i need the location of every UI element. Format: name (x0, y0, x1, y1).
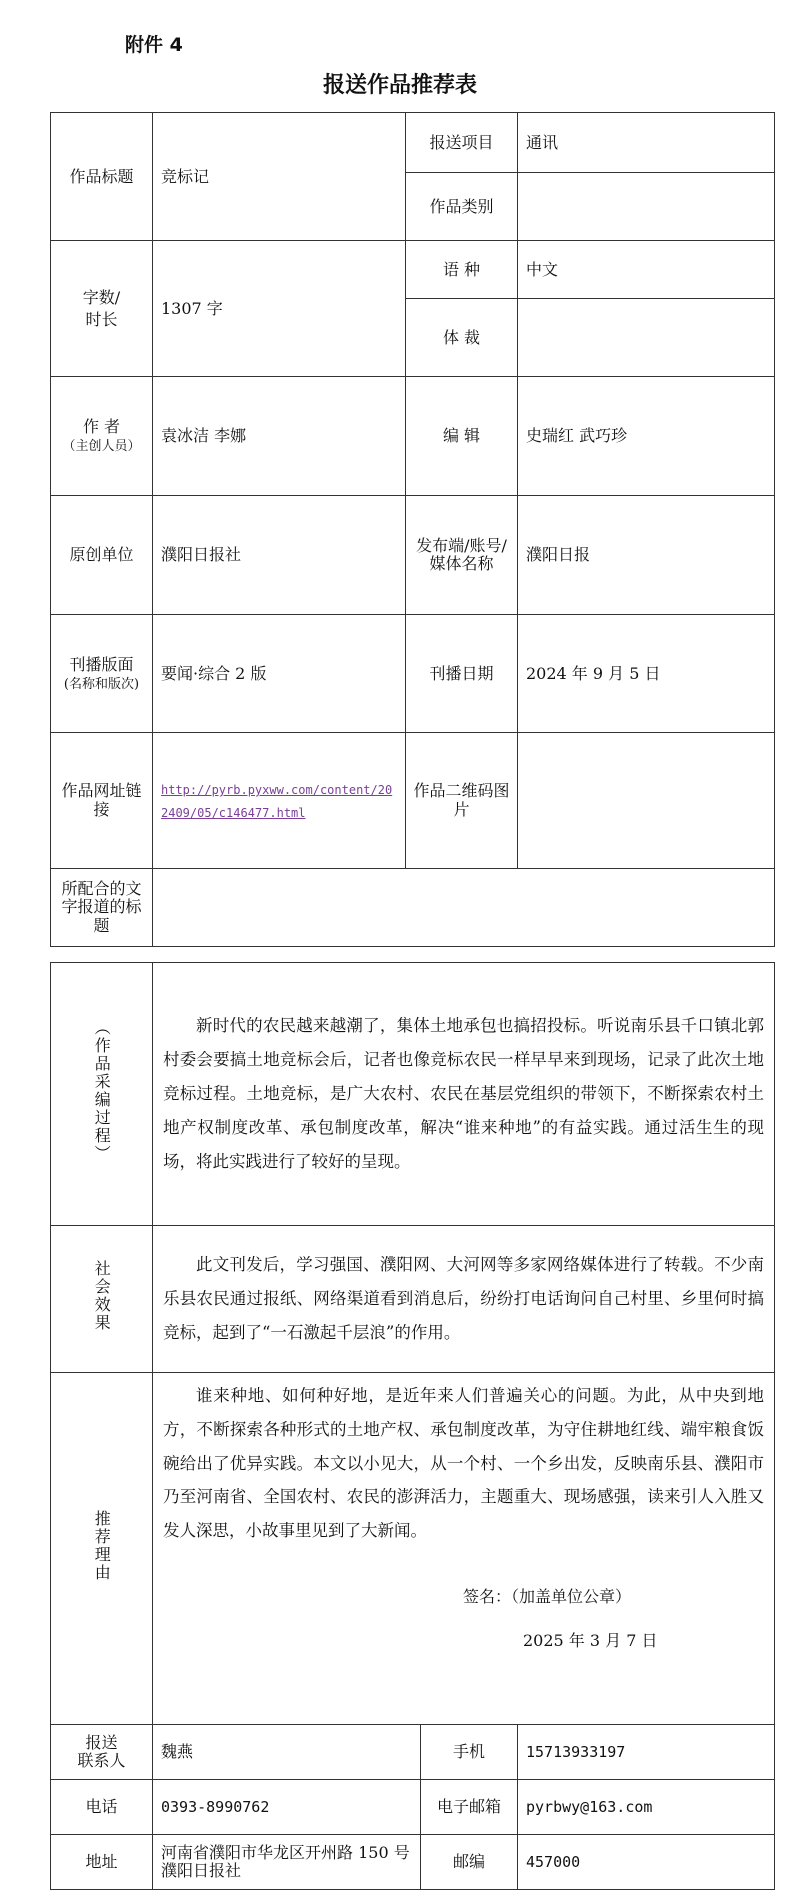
phone-label: 电话 (51, 1780, 153, 1835)
editor-label: 编 辑 (406, 377, 518, 496)
related-label: 所配合的文字报道的标题 (51, 869, 153, 947)
contact-label-line1: 报送 (85, 1732, 118, 1752)
address-value: 河南省濮阳市华龙区开州路 150 号濮阳日报社 (153, 1835, 421, 1890)
title-label: 作品标题 (51, 113, 153, 241)
date-value: 2024 年 9 月 5 日 (518, 615, 775, 733)
contact-table (50, 1724, 775, 1890)
words-label-line1: 字数/ (82, 287, 121, 307)
detail-table (50, 962, 775, 1725)
publisher-label: 发布端/账号/媒体名称 (406, 496, 518, 615)
title-value: 竞标记 (153, 113, 406, 241)
words-label-line2: 时长 (85, 309, 118, 329)
category-label: 作品类别 (406, 173, 518, 241)
contact-label (51, 1725, 153, 1780)
effect-label: 社会效果 (92, 1260, 112, 1333)
genre-label: 体 裁 (406, 299, 518, 377)
language-value: 中文 (518, 241, 775, 299)
mobile-value: 15713933197 (518, 1725, 775, 1780)
page-label-line2: (名称和版次) (63, 676, 140, 692)
process-label: （作品采编过程） (92, 1019, 112, 1164)
genre-value (518, 299, 775, 377)
address-label: 地址 (51, 1835, 153, 1890)
words-value: 1307 字 (153, 241, 406, 377)
postcode-value: 457000 (518, 1835, 775, 1890)
unit-value: 濮阳日报社 (153, 496, 406, 615)
words-label (51, 241, 153, 377)
author-label (51, 377, 153, 496)
author-label-line1: 作 者 (82, 417, 121, 437)
language-label: 语 种 (406, 241, 518, 299)
reason-cell (153, 1373, 775, 1725)
annex-label: 附件 4 (125, 34, 183, 56)
mobile-label: 手机 (421, 1725, 518, 1780)
qr-image-cell (518, 733, 775, 869)
unit-label: 原创单位 (51, 496, 153, 615)
info-table (50, 112, 775, 947)
reason-label: 推荐理由 (92, 1509, 112, 1582)
signature-line: 签名：（加盖单位公章） (463, 1587, 632, 1607)
page-label (51, 615, 153, 733)
project-value: 通讯 (518, 113, 775, 173)
reason-text: 谁来种地、如何种好地，是近年来人们普遍关心的问题。为此，从中央到地方，不断探索各种形式的土地产权、承包制度改革，为守住耕地红线、端牢粮食饭碗给出了优异实践。本文以小见大，从一个村、一个乡出发，反映南乐县、濮阳市乃至河南省、全国农村、农民的澎湃活力，主题重大、现场感强，读来引人入胜又发人深思，小故事里见到了大新闻。 (163, 1386, 764, 1541)
author-label-line2: （主创人员） (62, 439, 141, 455)
process-text: 新时代的农民越来越潮了，集体土地承包也搞招投标。听说南乐县千口镇北郭村委会要搞土地竞标会后，记者也像竞标农民一样早早来到现场，记录了此次土地竞标过程。土地竞标，是广大农村、农民在基层党组织的带领下，不断探索农村土地产权制度改革、承包制度改革，解决“谁来种地”的有益实践。通过活生生的现场，将此实践进行了较好的呈现。 (153, 963, 775, 1226)
category-value (518, 173, 775, 241)
url-label: 作品网址链接 (51, 733, 153, 869)
page-title: 报送作品推荐表 (322, 73, 477, 98)
effect-label-cell (51, 1226, 153, 1373)
email-value: pyrbwy@163.com (518, 1780, 775, 1835)
sign-date: 2025 年 3 月 7 日 (523, 1630, 658, 1650)
qr-label: 作品二维码图片 (406, 733, 518, 869)
email-label: 电子邮箱 (421, 1780, 518, 1835)
effect-text: 此文刊发后，学习强国、濮阳网、大河网等多家网络媒体进行了转载。不少南乐县农民通过报纸、网络渠道看到消息后，纷纷打电话询问自己村里、乡里何时搞竞标，起到了“一石激起千层浪”的作用。 (153, 1226, 775, 1373)
author-value: 袁冰洁 李娜 (153, 377, 406, 496)
reason-label-cell (51, 1373, 153, 1725)
editor-value: 史瑞红 武巧珍 (518, 377, 775, 496)
process-label-cell (51, 963, 153, 1226)
work-url-link[interactable]: http://pyrb.pyxww.com/content/202409/05/c146477.html (161, 783, 393, 820)
project-label: 报送项目 (406, 113, 518, 173)
postcode-label: 邮编 (421, 1835, 518, 1890)
date-label: 刊播日期 (406, 615, 518, 733)
publisher-value: 濮阳日报 (518, 496, 775, 615)
related-value (153, 869, 775, 947)
page-label-line1: 刊播版面 (69, 654, 134, 674)
page-value: 要闻·综合 2 版 (153, 615, 406, 733)
contact-value: 魏燕 (153, 1725, 421, 1780)
phone-value: 0393-8990762 (153, 1780, 421, 1835)
contact-label-line2: 联系人 (77, 1751, 126, 1770)
